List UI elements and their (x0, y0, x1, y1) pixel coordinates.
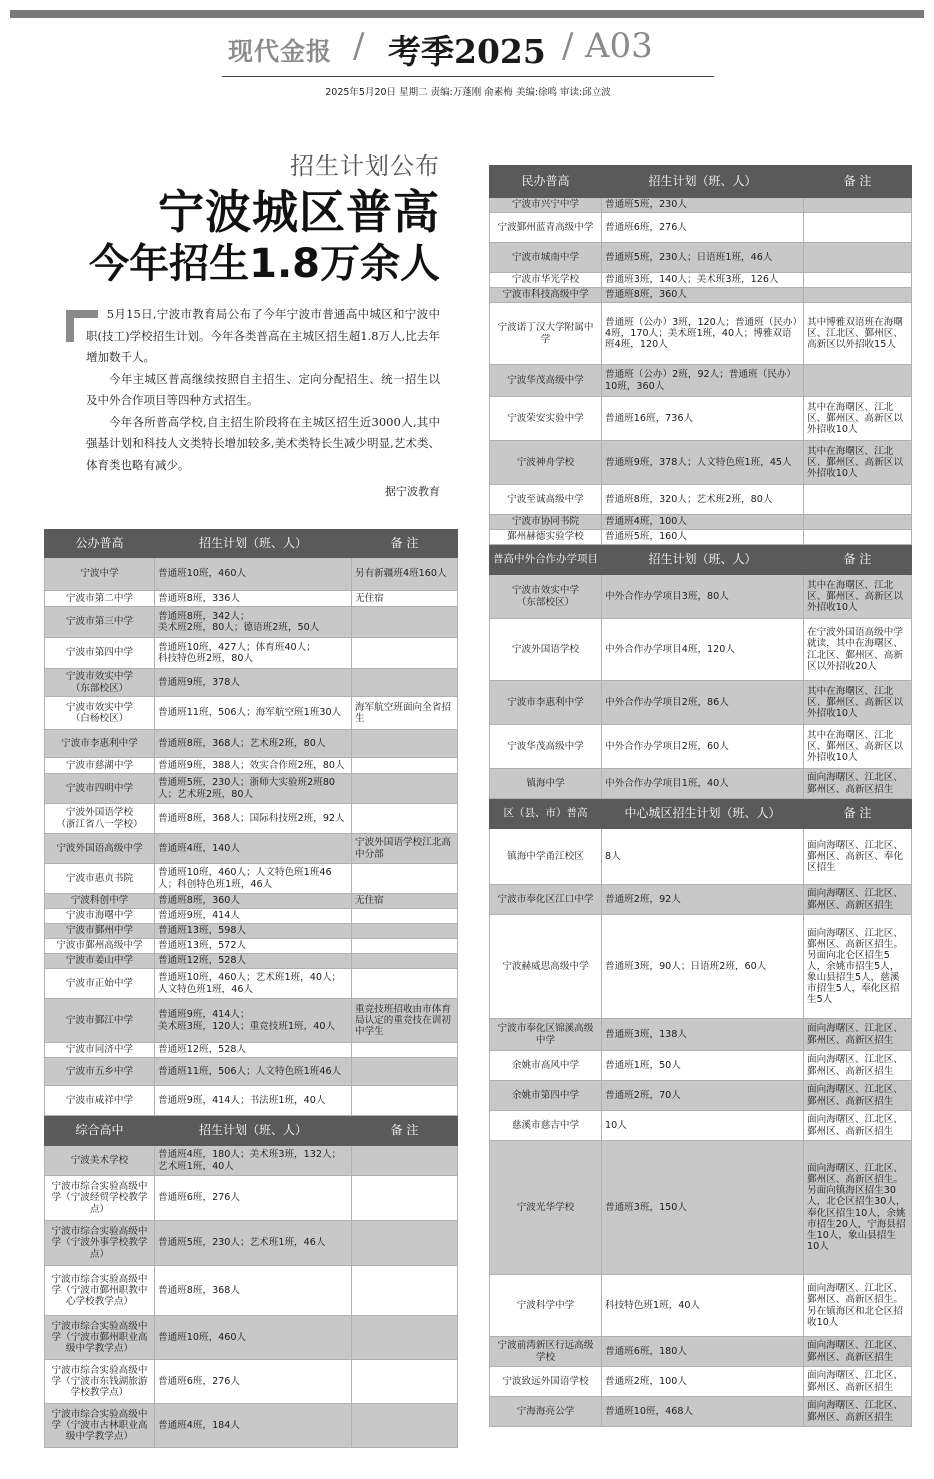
cell-note (352, 1146, 458, 1176)
cell-plan: 科技特色班1班，40人 (602, 1275, 804, 1337)
cell-plan: 10人 (602, 1111, 804, 1141)
cell-note: 重竞技班招收由市体育局认定的重竞技在训初中学生 (352, 999, 458, 1043)
cell-plan: 普通班6班，180人 (602, 1337, 804, 1367)
table-row (490, 515, 912, 530)
cell-school: 宁波市综合实验高级中学（宁波经贸学校教学点） (45, 1176, 155, 1221)
cell-school: 宁波市鄞江中学 (45, 999, 155, 1043)
cell-school: 宁波市综合实验高级中学（宁波外事学校教学点） (45, 1221, 155, 1266)
cell-note (804, 365, 912, 397)
cell-school: 宁波市华光学校 (490, 273, 602, 288)
table-row (45, 909, 458, 924)
table-header-row (490, 799, 912, 829)
table-header-cell: 备 注 (804, 545, 912, 575)
cell-note (352, 969, 458, 999)
article-paragraph: 今年主城区普高继续按照自主招生、定向分配招生、统一招生以及中外合作项目等四种方式招生。 (86, 371, 440, 407)
cell-school: 余姚市第四中学 (490, 1081, 602, 1111)
cell-plan: 中外合作办学项目4班，120人 (602, 619, 804, 681)
table-row (45, 804, 458, 834)
cell-school: 宁波市效实中学 （白杨校区） (45, 697, 155, 730)
table-row (45, 864, 458, 894)
table-header-row (490, 166, 912, 198)
cell-plan: 中外合作办学项目3班，80人 (602, 575, 804, 619)
cell-school: 慈溪市慈吉中学 (490, 1111, 602, 1141)
cell-school: 宁波市奉化区锦溪高级中学 (490, 1019, 602, 1051)
cell-school: 宁波美术学校 (45, 1146, 155, 1176)
cell-note: 无住宿 (352, 591, 458, 607)
cell-note: 面向海曙区、江北区、鄞州区、高新区招生 (804, 1081, 912, 1111)
table-header-cell: 备 注 (804, 166, 912, 198)
cell-school: 宁波市海曙中学 (45, 909, 155, 924)
table-row (45, 1043, 458, 1058)
table-row (45, 1404, 458, 1448)
table-row (45, 774, 458, 804)
cell-school: 镇海中学 (490, 769, 602, 799)
table-row (490, 397, 912, 441)
cell-plan: 普通班9班，378人 (155, 669, 352, 697)
table-row (490, 769, 912, 799)
table-row (45, 669, 458, 697)
cell-school: 宁波市综合实验高级中学（宁波市东钱湖旅游学校教学点） (45, 1360, 155, 1404)
cell-note (352, 1043, 458, 1058)
cell-plan: 普通班2班，100人 (602, 1367, 804, 1397)
cell-note: 其中博雅双语班在海曙区、江北区、鄞州区、高新区以外招收15人 (804, 303, 912, 365)
cell-note: 面向海曙区、江北区、鄞州区、高新区招生 (804, 1397, 912, 1427)
cell-note: 面向海曙区、江北区、鄞州区、高新区招生 (804, 769, 912, 799)
cell-plan: 普通班8班，360人 (602, 288, 804, 303)
cell-plan: 普通班9班，388人；效实合作班2班，80人 (155, 758, 352, 774)
table-row (490, 243, 912, 273)
cell-school: 宁波市奉化区江口中学 (490, 885, 602, 915)
top-rule (10, 10, 924, 18)
table-row (45, 758, 458, 774)
cell-plan: 普通班3班，138人 (602, 1019, 804, 1051)
cell-school: 宁波外国语学校 （浙江省八一学校） (45, 804, 155, 834)
cell-note (804, 288, 912, 303)
table-row (490, 619, 912, 681)
table-row (490, 1337, 912, 1367)
cell-note (352, 864, 458, 894)
cell-school: 宁波市慈湖中学 (45, 758, 155, 774)
cell-note (804, 243, 912, 273)
table-header-row (490, 545, 912, 575)
cell-plan: 普通班8班，368人；艺术班2班，80人 (155, 730, 352, 758)
cell-note: 其中在海曙区、江北区、鄞州区、高新区以外招收10人 (804, 725, 912, 769)
article-headline: 宁波城区普高 (158, 185, 440, 239)
cell-plan: 普通班8班，342人； 美术班2班，80人；德语班2班，50人 (155, 607, 352, 638)
cell-note (804, 485, 912, 515)
cell-note (352, 924, 458, 939)
cell-plan: 普通班（公办）3班，120人；普通班（民办）4班，170人；美术班1班，40人；博雅双语班4班，120人 (602, 303, 804, 365)
cell-plan: 普通班10班，468人 (602, 1397, 804, 1427)
cell-school: 宁波前湾新区行远高级学校 (490, 1337, 602, 1367)
cell-note (352, 1176, 458, 1221)
cell-plan: 普通班13班，572人 (155, 939, 352, 954)
masthead (0, 26, 934, 74)
cell-school: 宁波外国语学校 (490, 619, 602, 681)
cell-school: 宁波神舟学校 (490, 441, 602, 485)
table-row (490, 1397, 912, 1427)
cell-school: 宁波市第二中学 (45, 591, 155, 607)
cell-note: 面向海曙区、江北区、鄞州区、高新区招生 (804, 1051, 912, 1081)
cell-school: 宁波市综合实验高级中学（宁波市鄞州职业高级中学教学点） (45, 1316, 155, 1360)
cell-note (352, 1221, 458, 1266)
cell-school: 宁海海亮公学 (490, 1397, 602, 1427)
cell-school: 宁波外国语高级中学 (45, 834, 155, 864)
right-enrollment-table (489, 165, 912, 1427)
cell-school: 宁波诺丁汉大学附属中学 (490, 303, 602, 365)
cell-note (352, 758, 458, 774)
table-row (45, 939, 458, 954)
cell-school: 宁波市科技高级中学 (490, 288, 602, 303)
cell-plan: 普通班16班，736人 (602, 397, 804, 441)
cell-note: 其中在海曙区、江北区、鄞州区、高新区以外招收10人 (804, 441, 912, 485)
cell-school: 镇海中学甬江校区 (490, 829, 602, 885)
table-row (490, 725, 912, 769)
cell-note: 面向海曙区、江北区、鄞州区、高新区招生 (804, 885, 912, 915)
table-row (45, 607, 458, 638)
cell-plan: 普通班11班，506人；海军航空班1班30人 (155, 697, 352, 730)
table-row (490, 1019, 912, 1051)
cell-school: 宁波市效实中学 （东部校区） (490, 575, 602, 619)
cell-school: 宁波华茂高级中学 (490, 365, 602, 397)
table-header-cell: 区（县、市）普高 (490, 799, 602, 829)
cell-school: 宁波市同济中学 (45, 1043, 155, 1058)
cell-school: 宁波市兴宁中学 (490, 198, 602, 213)
cell-note (804, 273, 912, 288)
cell-note (352, 1316, 458, 1360)
cell-note (804, 213, 912, 243)
cell-note (804, 515, 912, 530)
table-header-cell: 普高中外合作办学项目 (490, 545, 602, 575)
cell-school: 宁波市正始中学 (45, 969, 155, 999)
cell-plan: 普通班10班，460人；人文特色班1班46人；科创特色班1班，46人 (155, 864, 352, 894)
table-row (490, 485, 912, 515)
cell-school: 鄞州赫德实验学校 (490, 530, 602, 545)
table-row (45, 730, 458, 758)
cell-plan: 普通班6班，276人 (155, 1176, 352, 1221)
cell-school: 宁波市综合实验高级中学（宁波市古林职业高级中学教学点） (45, 1404, 155, 1448)
cell-note: 其中在海曙区、江北区、鄞州区、高新区以外招收10人 (804, 575, 912, 619)
cell-note (352, 730, 458, 758)
table-row (490, 1275, 912, 1337)
table-row (45, 638, 458, 669)
cell-school: 宁波市第三中学 (45, 607, 155, 638)
masthead-rule (222, 76, 714, 77)
cell-plan: 普通班2班，92人 (602, 885, 804, 915)
table-row (490, 1081, 912, 1111)
table-row (490, 288, 912, 303)
cell-plan: 普通班10班，460人；艺术班1班，40人；人文特色班1班，46人 (155, 969, 352, 999)
cell-plan: 普通班5班，230人；艺术班1班，46人 (155, 1221, 352, 1266)
cell-plan: 普通班12班，528人 (155, 1043, 352, 1058)
cell-plan: 普通班6班，276人 (155, 1360, 352, 1404)
cell-plan: 普通班3班，140人；美术班3班，126人 (602, 273, 804, 288)
article-body (86, 304, 440, 476)
table-row (45, 1146, 458, 1176)
table-row (490, 575, 912, 619)
table-row (45, 834, 458, 864)
table-row (490, 829, 912, 885)
table-row (45, 969, 458, 999)
cell-school: 宁波科创中学 (45, 894, 155, 909)
section-name: 考季2025 (388, 32, 546, 71)
paper-name: 现代金报 (228, 37, 333, 66)
table-header-cell: 公办普高 (45, 530, 155, 558)
cell-note: 宁波外国语学校江北高中分部 (352, 834, 458, 864)
cell-school: 宁波市四明中学 (45, 774, 155, 804)
cell-plan: 中外合作办学项目2班，60人 (602, 725, 804, 769)
table-row (45, 1316, 458, 1360)
table-header-row (45, 1116, 458, 1146)
cell-plan: 普通班4班，100人 (602, 515, 804, 530)
cell-school: 宁波荣安实验中学 (490, 397, 602, 441)
table-row (490, 915, 912, 1019)
cell-note (352, 638, 458, 669)
table-row (45, 924, 458, 939)
cell-plan: 普通班8班，336人 (155, 591, 352, 607)
cell-plan: 普通班13班，598人 (155, 924, 352, 939)
dateline: 2025年5月20日 星期二 责编:万蓬刚 俞素梅 美编:徐鸣 审读:邱立波 (325, 87, 611, 98)
cell-school: 宁波市惠贞书院 (45, 864, 155, 894)
cell-plan: 普通班9班，378人；人文特色班1班，45人 (602, 441, 804, 485)
left-enrollment-table (44, 529, 458, 1448)
cell-note (352, 954, 458, 969)
cell-note (352, 939, 458, 954)
cell-plan: 普通班4班，140人 (155, 834, 352, 864)
cell-note (352, 804, 458, 834)
cell-note (352, 1058, 458, 1086)
slash-divider: / (562, 26, 574, 66)
table-header-cell: 招生计划（班、人） (602, 545, 804, 575)
cell-plan: 普通班1班，50人 (602, 1051, 804, 1081)
cell-note: 海军航空班面向全省招生 (352, 697, 458, 730)
table-row (45, 1266, 458, 1316)
slash-divider: / (353, 26, 365, 66)
table-row (490, 1141, 912, 1275)
table-row (490, 273, 912, 288)
cell-school: 宁波市第四中学 (45, 638, 155, 669)
table-row (45, 1360, 458, 1404)
cell-plan: 普通班8班，368人；国际科技班2班，92人 (155, 804, 352, 834)
cell-plan: 普通班5班，230人 (602, 198, 804, 213)
cell-note (804, 530, 912, 545)
cell-note (352, 607, 458, 638)
cell-plan: 普通班9班，414人；书法班1班，40人 (155, 1086, 352, 1116)
cell-school: 宁波市协同书院 (490, 515, 602, 530)
article-kicker: 招生计划公布 (290, 152, 440, 180)
cell-school: 宁波光华学校 (490, 1141, 602, 1275)
cell-school: 余姚市高风中学 (490, 1051, 602, 1081)
article-source: 据宁波教育 (385, 485, 440, 498)
cell-plan: 普通班3班，150人 (602, 1141, 804, 1275)
table-header-cell: 招生计划（班、人） (602, 166, 804, 198)
cell-plan: 普通班8班，320人；艺术班2班，80人 (602, 485, 804, 515)
cell-plan: 普通班5班，230人；日语班1班，46人 (602, 243, 804, 273)
table-row (45, 1176, 458, 1221)
cell-note (352, 774, 458, 804)
table-header-cell: 中心城区招生计划（班、人） (602, 799, 804, 829)
cell-note (804, 198, 912, 213)
cell-note: 面向海曙区、江北区、鄞州区、高新区招生 (804, 1019, 912, 1051)
table-row (490, 198, 912, 213)
cell-note (352, 1086, 458, 1116)
table-row (490, 885, 912, 915)
cell-school: 宁波市李惠利中学 (45, 730, 155, 758)
cell-note: 面向海曙区、江北区、鄞州区、高新区招生 (804, 1337, 912, 1367)
table-row (45, 591, 458, 607)
table-row (45, 894, 458, 909)
article-paragraph: 今年各所普高学校,自主招生阶段将在主城区招生近3000人,其中强基计划和科技人文类特长增加较多,美术类特长生减少明显,艺术类、体育类也略有减少。 (86, 414, 440, 472)
cell-school: 宁波市五乡中学 (45, 1058, 155, 1086)
table-header-cell: 备 注 (352, 1116, 458, 1146)
table-row (490, 681, 912, 725)
cell-plan: 普通班4班，184人 (155, 1404, 352, 1448)
table-row (490, 441, 912, 485)
table-row (490, 530, 912, 545)
cell-plan: 普通班2班，70人 (602, 1081, 804, 1111)
cell-school: 宁波市综合实验高级中学（宁波市鄞州职教中心学校教学点） (45, 1266, 155, 1316)
cell-note: 无住宿 (352, 894, 458, 909)
table-row (45, 1086, 458, 1116)
cell-note: 面向海曙区、江北区、鄞州区、高新区招生 (804, 1111, 912, 1141)
cell-note: 另有新疆班4班160人 (352, 558, 458, 591)
cell-note: 面向海曙区、江北区、鄞州区、高新区招生 (804, 1367, 912, 1397)
table-row (45, 1221, 458, 1266)
cell-school: 宁波市鄞州高级中学 (45, 939, 155, 954)
cell-plan: 普通班5班，160人 (602, 530, 804, 545)
cell-note: 其中在海曙区、江北区、鄞州区、高新区以外招收10人 (804, 397, 912, 441)
table-row (45, 999, 458, 1043)
cell-plan: 中外合作办学项目1班，40人 (602, 769, 804, 799)
table-row (490, 365, 912, 397)
cell-plan: 8人 (602, 829, 804, 885)
cell-school: 宁波赫威思高级中学 (490, 915, 602, 1019)
table-header-row (45, 530, 458, 558)
table-header-cell: 民办普高 (490, 166, 602, 198)
cell-school: 宁波市姜山中学 (45, 954, 155, 969)
table-row (45, 558, 458, 591)
cell-school: 宁波致远外国语学校 (490, 1367, 602, 1397)
cell-note: 面向海曙区、江北区、鄞州区、高新区招生。另面向北仑区招生5人，余姚市招生5人，象山县招生5人，慈溪市招生5人，奉化区招生5人 (804, 915, 912, 1019)
table-row (490, 1111, 912, 1141)
cell-note (352, 909, 458, 924)
table-row (490, 213, 912, 243)
cell-note (352, 1266, 458, 1316)
table-header-cell: 备 注 (804, 799, 912, 829)
cell-note (352, 1404, 458, 1448)
article-paragraph: 5月15日,宁波市教育局公布了今年宁波市普通高中城区和宁波中职(技工)学校招生计划。今年各类普高在主城区招生超1.8万人,比去年增加数千人。 (86, 307, 440, 364)
cell-plan: 普通班9班，414人 (155, 909, 352, 924)
table-header-cell: 综合高中 (45, 1116, 155, 1146)
cell-plan: 普通班（公办）2班，92人；普通班（民办）10班，360人 (602, 365, 804, 397)
cell-note: 在宁波外国语高级中学就读，其中在海曙区、江北区、鄞州区、高新区以外招收20人 (804, 619, 912, 681)
cell-plan: 普通班8班，368人 (155, 1266, 352, 1316)
cell-plan: 普通班3班，90人；日语班2班，60人 (602, 915, 804, 1019)
article-subheadline: 今年招生1.8万余人 (89, 241, 440, 287)
cell-school: 宁波科学中学 (490, 1275, 602, 1337)
cell-note: 面向海曙区、江北区、鄞州区、高新区招生。另在镇海区和北仑区招收10人 (804, 1275, 912, 1337)
cell-plan: 普通班10班，460人 (155, 558, 352, 591)
cell-school: 宁波至诚高级中学 (490, 485, 602, 515)
cell-plan: 普通班12班，528人 (155, 954, 352, 969)
table-header-cell: 招生计划（班、人） (155, 530, 352, 558)
cell-school: 宁波市鄞州中学 (45, 924, 155, 939)
cell-note: 其中在海曙区、江北区、鄞州区、高新区以外招收10人 (804, 681, 912, 725)
cell-note: 面向海曙区、江北区、鄞州区、高新区、奉化区招生 (804, 829, 912, 885)
cell-school: 宁波市效实中学 （东部校区） (45, 669, 155, 697)
table-row (490, 1367, 912, 1397)
page-number: A03 (585, 26, 653, 66)
table-row (45, 697, 458, 730)
table-row (490, 303, 912, 365)
table-header-cell: 备 注 (352, 530, 458, 558)
table-row (45, 954, 458, 969)
table-header-cell: 招生计划（班、人） (155, 1116, 352, 1146)
cell-plan: 普通班11班，506人；人文特色班1班46人 (155, 1058, 352, 1086)
cell-school: 宁波中学 (45, 558, 155, 591)
cell-note: 面向海曙区、江北区、鄞州区、高新区招生。另面向镇海区招生30人，北仑区招生30人，奉化区招生10人，余姚市招生20人，宁海县招生10人，象山县招生10人 (804, 1141, 912, 1275)
cell-plan: 普通班10班，427人；体育班40人； 科技特色班2班，80人 (155, 638, 352, 669)
cell-note (352, 669, 458, 697)
cell-plan: 普通班4班，180人；美术班3班，132人；艺术班1班，40人 (155, 1146, 352, 1176)
cell-school: 宁波华茂高级中学 (490, 725, 602, 769)
table-row (490, 1051, 912, 1081)
cell-school: 宁波市李惠利中学 (490, 681, 602, 725)
table-row (45, 1058, 458, 1086)
cell-plan: 普通班6班，276人 (602, 213, 804, 243)
cell-school: 宁波市城南中学 (490, 243, 602, 273)
cell-plan: 普通班9班，414人； 美术班3班，120人；重竞技班1班，40人 (155, 999, 352, 1043)
cell-plan: 中外合作办学项目2班，86人 (602, 681, 804, 725)
cell-plan: 普通班10班，460人 (155, 1316, 352, 1360)
cell-school: 宁波鄞州蓝青高级中学 (490, 213, 602, 243)
cell-plan: 普通班8班，360人 (155, 894, 352, 909)
cell-note (352, 1360, 458, 1404)
cell-school: 宁波市咸祥中学 (45, 1086, 155, 1116)
cell-plan: 普通班5班，230人；浙师大实验班2班80人；艺术班2班，80人 (155, 774, 352, 804)
